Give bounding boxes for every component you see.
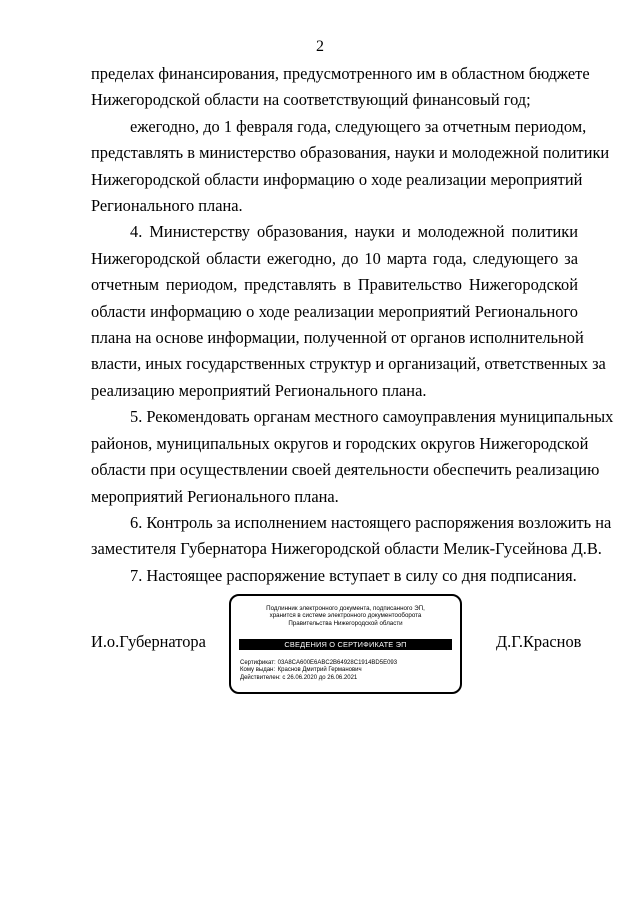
issued-to-row bbox=[240, 667, 455, 674]
text-line: пределах финансирования, предусмотренного им в областном бюджете bbox=[91, 64, 590, 83]
signatory-name: Д.Г.Краснов bbox=[496, 632, 582, 651]
certificate-label: Сертификат: bbox=[240, 660, 276, 666]
stamp-header bbox=[231, 605, 460, 627]
issued-to-value: Краснов Дмитрий Германович bbox=[277, 667, 362, 674]
text-line: Нижегородской области на соответствующий финансовый год; bbox=[91, 90, 531, 110]
text-line: Нижегородской области ежегодно, до 10 марта года, следующего за bbox=[91, 248, 578, 268]
text-line: Нижегородской области информацию о ходе реализации мероприятий bbox=[91, 169, 583, 189]
text-line: отчетным периодом, представлять в Правительство Нижегородской bbox=[91, 275, 578, 295]
text-line: представлять в министерство образования, науки и молодежной политики bbox=[91, 143, 610, 163]
issued-to-label: Кому выдан: bbox=[240, 667, 276, 674]
stamp-header-line: Подлинник электронного документа, подписанного ЭП, bbox=[266, 605, 425, 612]
text-line: мероприятий Регионального плана. bbox=[91, 486, 339, 506]
text-line: плана на основе информации, полученной от органов исполнительной bbox=[91, 328, 584, 348]
validity-label: Действителен: bbox=[240, 674, 281, 681]
electronic-signature-stamp bbox=[229, 594, 462, 694]
validity-row bbox=[240, 675, 455, 682]
text-line: 7. Настоящее распоряжение вступает в силу со дня подписания. bbox=[130, 565, 577, 585]
text-line: реализацию мероприятий Регионального плана. bbox=[91, 380, 427, 400]
stamp-header-line: Правительства Нижегородской области bbox=[288, 619, 403, 627]
signatory-position: И.о.Губернатора bbox=[91, 632, 206, 651]
certificate-value: 03A8CA600E6ABC2B64928C1914BD5E093 bbox=[277, 660, 398, 666]
text-line: ежегодно, до 1 февраля года, следующего за отчетным периодом, bbox=[130, 116, 587, 136]
text-line: 4. Министерству образования, науки и молодежной политики bbox=[130, 222, 578, 242]
page-number: 2 bbox=[316, 38, 324, 55]
text-line: области при осуществлении своей деятельности обеспечить реализацию bbox=[91, 460, 600, 480]
text-line: 6. Контроль за исполнением настоящего распоряжения возложить на bbox=[130, 512, 612, 532]
text-line: районов, муниципальных округов и городских округов Нижегородской bbox=[91, 433, 589, 453]
text-line: заместителя Губернатора Нижегородской области Мелик-Гусейнова Д.В. bbox=[91, 539, 602, 559]
text-line: области информацию о ходе реализации мероприятий Регионального bbox=[91, 301, 578, 321]
validity-value: с 26.06.2020 до 26.06.2021 bbox=[282, 674, 358, 681]
document-body bbox=[91, 61, 614, 589]
stamp-title-bar: СВЕДЕНИЯ О СЕРТИФИКАТЕ ЭП bbox=[239, 639, 452, 650]
text-line: 5. Рекомендовать органам местного самоуправления муниципальных bbox=[130, 407, 614, 427]
text-line: Регионального плана. bbox=[91, 196, 243, 216]
certificate-info bbox=[240, 660, 455, 682]
stamp-header-line: хранится в системе электронного документооборота bbox=[269, 612, 422, 620]
text-line: власти, иных государственных структур и организаций, ответственных за bbox=[91, 354, 606, 374]
